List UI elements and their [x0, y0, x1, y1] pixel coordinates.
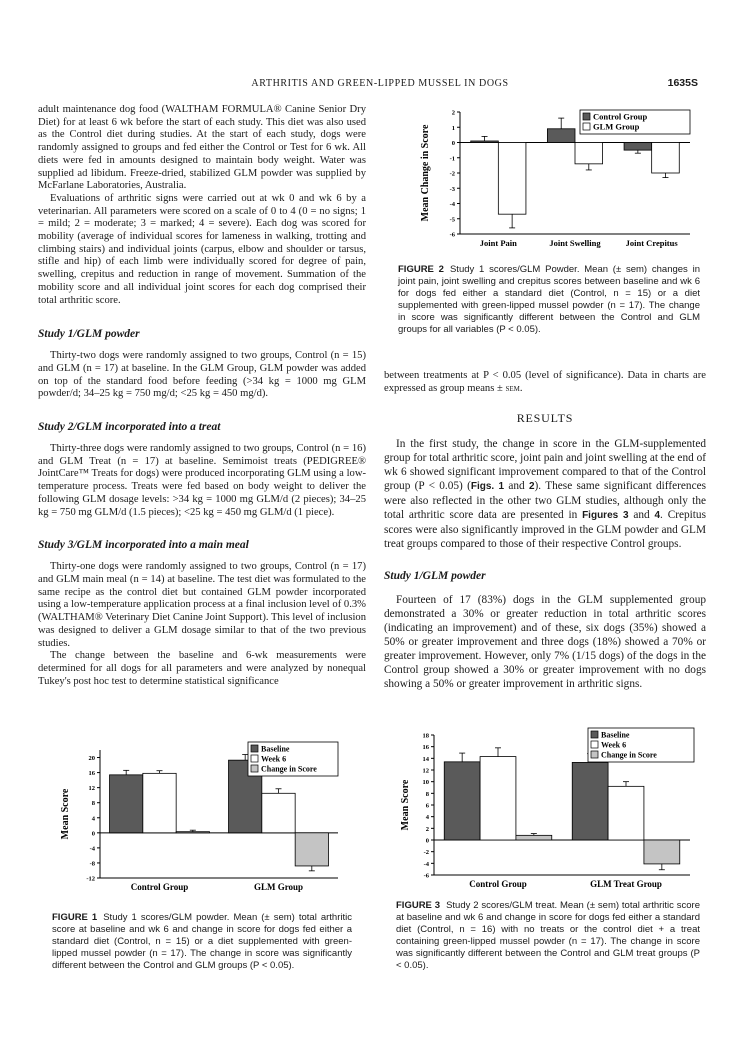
right-column — [384, 370, 706, 691]
y-tick-label: -6 — [423, 872, 429, 880]
figure-3-chart — [398, 727, 698, 895]
bar — [110, 775, 143, 833]
y-tick-label: 16 — [422, 744, 429, 752]
category-label: Control Group — [130, 882, 189, 892]
bar — [143, 773, 176, 832]
y-tick-label: 0 — [425, 837, 429, 845]
y-tick-label: 12 — [88, 785, 95, 793]
paragraph: Thirty-two dogs were randomly assigned to two groups, Control (n = 15) and GLM (n = 17) at baseline. In the GLM Group, GLM powder was added on top of the standard food before feeding (>34 kg = 1000 mg GLM powder/d; 34–25 kg = 750 mg/d; <25 kg = 450 mg/d). — [38, 350, 366, 400]
category-label: Joint Pain — [479, 238, 517, 248]
paragraph: adult maintenance dog food (WALTHAM FORMULA® Canine Senior Dry Diet) for at least 6 wk before the start of each study. This diet was also used as the Control diet during studies. At the start of each study, dogs were randomly assigned to groups and fed either the Control or Test for 6 wk. All diets were fed in amounts designed to maintain body weight. Water was supplied ad libidum. Freeze-dried, stabilized GLM powder was supplied by McFarlane Laboratories, Australia. — [38, 104, 366, 192]
paragraph: Fourteen of 17 (83%) dogs in the GLM supplemented group demonstrated a 30% or greater reduction in total arthritic scores (indicating an improvement) and of these, six dogs (35%) showed a 50% or greater improvement and three dogs (18%) showed a 70% or greater improvement. However, only 7% (1/15 dogs) of the dogs in the Control group showed a 30% or greater improvement with no dogs showing a 50% or greater improvement in arthritic signs. — [384, 594, 706, 691]
paragraph: between treatments at P < 0.05 (level of significance). Data in charts are expressed as group means ± sem. — [384, 370, 706, 394]
category-label: Joint Swelling — [549, 238, 601, 248]
figure-1-chart — [58, 740, 348, 900]
y-tick-label: 0 — [451, 140, 455, 147]
paragraph: Thirty-one dogs were randomly assigned to two groups, Control (n = 17) and GLM main meal (n = 14) at baseline. The test diet was formulated to the same recipe as the control diet but contained GLM powder incorporated using a low-temperature application process at a final inclusion level of 0.3% (WALTHAM® Veterinary Diet Canine Joint Support). This level of inclusion was designed to deliver a GLM dosage similar to that of the two previous studies. — [38, 561, 366, 649]
y-tick-label: -8 — [89, 860, 95, 868]
y-tick-label: -5 — [449, 216, 455, 224]
y-tick-label: 0 — [91, 830, 95, 838]
legend-label: Change in Score — [601, 750, 657, 760]
y-tick-label: -2 — [423, 849, 429, 857]
paragraph: The change between the baseline and 6-wk measurements were determined for all dogs for all parameters and were analyzed by nonequal Tukey's post hoc test to determine statistical significance — [38, 650, 366, 687]
bar — [624, 143, 652, 151]
section-heading: Study 1/GLM powder — [38, 328, 140, 341]
y-tick-label: 6 — [425, 802, 429, 810]
bar — [480, 757, 516, 840]
left-column — [38, 104, 366, 688]
legend-swatch — [251, 765, 258, 772]
y-tick-label: 4 — [425, 814, 429, 822]
y-tick-label: 10 — [422, 779, 429, 787]
y-tick-label: 8 — [425, 790, 429, 798]
y-axis-label: Mean Score — [60, 788, 71, 840]
y-tick-label: 12 — [422, 767, 429, 775]
legend-label: Baseline — [261, 744, 290, 754]
legend-label: Control Group — [593, 111, 648, 122]
legend-label: Baseline — [601, 730, 630, 740]
bar — [262, 793, 295, 833]
bar — [572, 762, 608, 840]
figure-1-caption: FIGURE 1 Study 1 scores/GLM powder. Mean (± sem) total arthritic score at baseline and wk 6 and change in score for dogs fed either a standard diet (Control, n = 15) or a diet supplemented with green-lipped mussel powder (n = 17). The change in score was significantly different between the Control and GLM groups (P < 0.05). — [52, 912, 352, 971]
bar — [444, 762, 480, 840]
legend-label: Change in Score — [261, 764, 317, 774]
y-tick-label: -12 — [86, 875, 95, 883]
category-label: GLM Group — [253, 882, 304, 892]
y-tick-label: -4 — [449, 201, 455, 208]
bar — [644, 840, 680, 864]
bar — [608, 786, 644, 840]
y-tick-label: 2 — [425, 825, 429, 833]
legend-swatch — [591, 731, 598, 738]
bar — [516, 835, 552, 840]
figure-3-caption: FIGURE 3 Study 2 scores/GLM treat. Mean (± sem) total arthritic score at baseline and wk 6 and change in score for dogs fed either a standard diet (Control, n = 16) with no treats or the control diet + a treat containing green-lipped mussel powder (n = 17). The change in score was significantly different between the Control and GLM treat groups (P < 0.05). — [396, 900, 700, 971]
y-tick-label: -3 — [449, 185, 455, 193]
legend-label: GLM Group — [593, 121, 640, 132]
y-tick-label: -6 — [449, 231, 455, 239]
bar — [547, 129, 575, 143]
legend-swatch — [583, 113, 590, 120]
section-heading: Study 1/GLM powder — [384, 570, 486, 583]
y-tick-label: 1 — [451, 124, 455, 132]
legend-label: Week 6 — [261, 754, 287, 764]
legend-swatch — [583, 123, 590, 130]
category-label: Control Group — [469, 879, 527, 889]
legend-swatch — [591, 751, 598, 758]
category-label: GLM Treat Group — [590, 879, 662, 889]
figure-2-caption: FIGURE 2 Study 1 scores/GLM Powder. Mean (± sem) changes in joint pain, joint swelling and crepitus scores between baseline and wk 6 for dogs fed either a standard diet (Control, n = 15) or a diet supplemented with green-lipped mussel powder (n = 17). The change in score was significantly different between the Control and GLM groups for all variables (P < 0.05). — [398, 264, 700, 335]
section-heading: Study 2/GLM incorporated into a treat — [38, 421, 221, 434]
y-tick-label: 16 — [88, 770, 95, 778]
bar — [295, 833, 328, 866]
y-tick-label: 8 — [91, 800, 95, 808]
bar — [652, 143, 680, 174]
legend-label: Week 6 — [601, 740, 627, 750]
figure-2-chart — [418, 104, 698, 258]
y-axis-label: Mean Score — [400, 779, 411, 831]
section-heading: RESULTS — [516, 411, 574, 426]
y-tick-label: -1 — [449, 155, 455, 163]
bar — [471, 141, 499, 143]
y-tick-label: -4 — [423, 860, 429, 868]
bar — [575, 143, 603, 164]
y-tick-label: -4 — [89, 845, 95, 853]
y-tick-label: 14 — [422, 755, 429, 763]
paragraph: In the first study, the change in score in the GLM-supplemented group for total arthritic score, joint pain and joint swelling at the end of wk 6 showed significant improvement compared to that of the Control group (P < 0.05) (Figs. 1 and 2). These same significant differences were also reflected in the other two GLM studies, although only the total arthritic score data are presented in Figures 3 and 4. Crepitus scores were also significantly improved in the GLM powder and GLM treat groups compared to those of their respective Control groups. — [384, 438, 706, 551]
paragraph: Evaluations of arthritic signs were carried out at wk 0 and wk 6 by a veterinarian. All parameters were scored on a scale of 0 to 4 (0 = no signs; 1 = mild; 2 = moderate; 3 = marked; 4 = severe). Each dog was scored for mobility (average of individual scores for lameness in walking, trotting and climbing stairs) and individual joints (carpus, elbow and shoulder or tarsus, stifle and hip) of each limb were individually scored for degree of pain, swelling, crepitus and reduction in range of movement. Summation of the mobility score and all individual joint scores for each dog comprised their total arthritic score. — [38, 192, 366, 306]
y-tick-label: 4 — [91, 815, 95, 823]
running-head: ARTHRITIS AND GREEN-LIPPED MUSSEL IN DOGS — [251, 78, 509, 89]
paragraph: Thirty-three dogs were randomly assigned to two groups, Control (n = 16) and GLM Treat (n = 17) at baseline. Semimoist treats (PEDIGREE® JointCare™ Treats for dogs) were produced incorporating GLM using a low-temperature process. Treats were fed based on body weight to deliver the following GLM dosage levels: >34 kg = 1000 mg GLM/d (2 pieces); 34–25 kg = 750 mg GLM/d (1.5 pieces); <25 kg = 450 mg GLM/d (1 piece). — [38, 443, 366, 518]
y-tick-label: -2 — [449, 170, 455, 178]
page-number: 1635S — [667, 77, 698, 89]
legend-swatch — [591, 741, 598, 748]
category-label: Joint Crepitus — [625, 238, 678, 248]
y-tick-label: 18 — [422, 732, 429, 740]
legend-swatch — [251, 745, 258, 752]
bar — [176, 832, 209, 833]
legend-swatch — [251, 755, 258, 762]
y-tick-label: 20 — [88, 755, 95, 763]
section-heading: Study 3/GLM incorporated into a main meal — [38, 539, 249, 552]
y-axis-label: Mean Change in Score — [420, 124, 431, 222]
y-tick-label: 2 — [451, 109, 455, 117]
bar — [498, 143, 526, 215]
